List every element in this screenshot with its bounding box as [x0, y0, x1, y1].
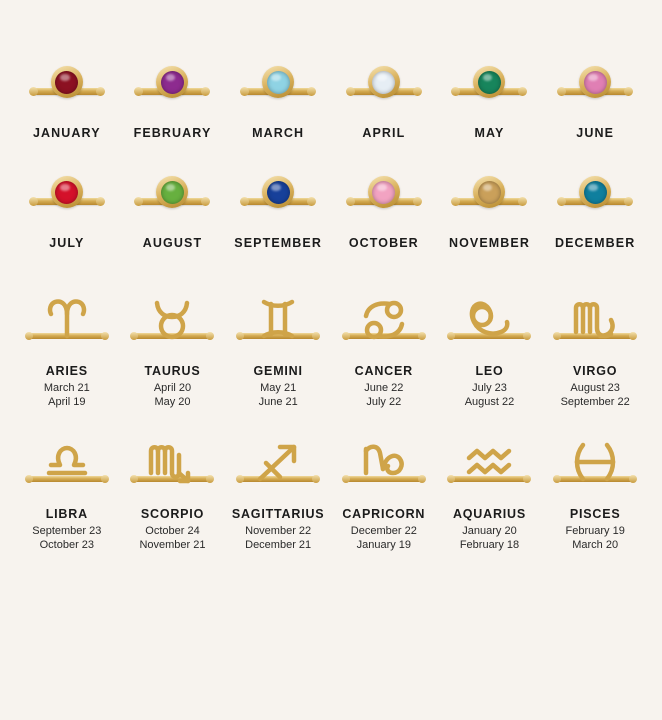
birthstone-item[interactable]	[437, 168, 543, 250]
ring-graphic	[341, 168, 427, 224]
zodiac-dates	[32, 524, 101, 552]
zodiac-name: LIBRA	[45, 507, 88, 521]
zodiac-item[interactable]	[225, 292, 331, 409]
month-label: NOVEMBER	[448, 236, 530, 250]
ring-graphic	[230, 435, 326, 497]
birthstone-item[interactable]	[120, 168, 226, 250]
month-label: JANUARY	[32, 126, 101, 140]
ring-graphic	[336, 292, 432, 354]
ring-graphic	[129, 168, 215, 224]
birthstone-item[interactable]	[225, 168, 331, 250]
gemstone-icon	[478, 181, 501, 204]
zodiac-start-date: September 23	[32, 525, 102, 537]
zodiac-name: VIRGO	[573, 364, 618, 378]
birthstone-item[interactable]	[542, 58, 648, 140]
ring-graphic	[446, 168, 532, 224]
birthstone-item[interactable]	[120, 58, 226, 140]
zodiac-name: AQUARIUS	[452, 507, 527, 521]
ring-graphic	[19, 292, 115, 354]
gemstone-icon	[161, 71, 184, 94]
gemstone-icon	[372, 71, 395, 94]
ring-bezel	[473, 176, 505, 208]
zodiac-dates	[351, 524, 417, 552]
ring-bezel	[579, 176, 611, 208]
ring-graphic	[124, 292, 220, 354]
zodiac-dates	[154, 381, 191, 409]
ring-graphic	[446, 58, 532, 114]
gemstone-icon	[55, 71, 78, 94]
birthstone-item[interactable]	[331, 58, 437, 140]
zodiac-item[interactable]	[437, 292, 543, 409]
ring-bezel	[156, 66, 188, 98]
zodiac-start-date: December 22	[350, 525, 417, 537]
zodiac-end-date: March 20	[572, 539, 619, 551]
cancer-symbol-icon	[356, 296, 412, 342]
ring-graphic	[441, 292, 537, 354]
zodiac-dates	[561, 381, 630, 409]
ring-bezel	[51, 66, 83, 98]
zodiac-start-date: April 20	[153, 382, 192, 394]
zodiac-item[interactable]	[120, 435, 226, 552]
gemstone-icon	[267, 181, 290, 204]
sagittarius-symbol-icon	[250, 439, 306, 485]
zodiac-item[interactable]	[14, 435, 120, 552]
capricorn-symbol-icon	[356, 439, 412, 485]
pisces-symbol-icon	[567, 439, 623, 485]
zodiac-dates	[566, 524, 625, 552]
month-label: OCTOBER	[348, 236, 419, 250]
zodiac-name: PISCES	[569, 507, 621, 521]
zodiac-end-date: August 22	[464, 396, 515, 408]
zodiac-row-first-half	[0, 292, 662, 409]
ring-graphic	[235, 168, 321, 224]
zodiac-start-date: July 23	[472, 382, 507, 394]
zodiac-start-date: August 23	[570, 382, 620, 394]
zodiac-dates	[259, 381, 298, 409]
zodiac-start-date: October 24	[145, 525, 200, 537]
ring-graphic	[441, 435, 537, 497]
zodiac-dates	[245, 524, 311, 552]
birthstone-row-first-half	[0, 58, 662, 140]
zodiac-name: SCORPIO	[140, 507, 205, 521]
zodiac-dates	[139, 524, 205, 552]
zodiac-row-second-half	[0, 435, 662, 552]
ring-bezel	[579, 66, 611, 98]
zodiac-item[interactable]	[542, 292, 648, 409]
birthstone-item[interactable]	[14, 168, 120, 250]
birthstone-zodiac-chart	[0, 58, 662, 720]
gemstone-icon	[267, 71, 290, 94]
gemstone-icon	[478, 71, 501, 94]
zodiac-start-date: January 20	[462, 525, 517, 537]
zodiac-dates	[465, 381, 515, 409]
ring-bezel	[156, 176, 188, 208]
zodiac-item[interactable]	[120, 292, 226, 409]
month-label: MAY	[474, 126, 505, 140]
zodiac-end-date: June 21	[258, 396, 298, 408]
zodiac-end-date: November 21	[139, 539, 206, 551]
ring-graphic	[336, 435, 432, 497]
month-label: APRIL	[362, 126, 406, 140]
ring-graphic	[547, 292, 643, 354]
taurus-symbol-icon	[144, 296, 200, 342]
zodiac-end-date: July 22	[366, 396, 402, 408]
gemstone-icon	[584, 71, 607, 94]
ring-bezel	[262, 176, 294, 208]
birthstone-item[interactable]	[14, 58, 120, 140]
birthstone-item[interactable]	[437, 58, 543, 140]
zodiac-item[interactable]	[331, 435, 437, 552]
zodiac-name: SAGITTARIUS	[231, 507, 325, 521]
birthstone-item[interactable]	[331, 168, 437, 250]
zodiac-end-date: May 20	[154, 396, 191, 408]
birthstone-item[interactable]	[225, 58, 331, 140]
zodiac-dates	[460, 524, 519, 552]
aries-symbol-icon	[39, 296, 95, 342]
gemini-symbol-icon	[250, 296, 306, 342]
ring-graphic	[24, 58, 110, 114]
scorpio-symbol-icon	[144, 439, 200, 485]
aquarius-symbol-icon	[461, 439, 517, 485]
leo-symbol-icon	[461, 296, 517, 342]
zodiac-end-date: December 21	[245, 539, 312, 551]
zodiac-item[interactable]	[437, 435, 543, 552]
ring-graphic	[341, 58, 427, 114]
gemstone-icon	[161, 181, 184, 204]
zodiac-item[interactable]	[331, 292, 437, 409]
ring-graphic	[124, 435, 220, 497]
ring-bezel	[368, 176, 400, 208]
gemstone-icon	[584, 181, 607, 204]
zodiac-end-date: September 22	[560, 396, 630, 408]
month-label: FEBRUARY	[133, 126, 212, 140]
ring-graphic	[230, 292, 326, 354]
zodiac-name: TAURUS	[144, 364, 201, 378]
zodiac-name: GEMINI	[253, 364, 303, 378]
zodiac-start-date: June 22	[364, 382, 404, 394]
month-label: SEPTEMBER	[234, 236, 322, 250]
month-label: JULY	[49, 236, 85, 250]
zodiac-end-date: October 23	[39, 539, 95, 551]
month-label: JUNE	[576, 126, 615, 140]
ring-graphic	[552, 168, 638, 224]
ring-graphic	[552, 58, 638, 114]
ring-graphic	[24, 168, 110, 224]
month-label: MARCH	[252, 126, 305, 140]
month-label: DECEMBER	[554, 236, 636, 250]
zodiac-start-date: February 19	[565, 525, 625, 537]
zodiac-item[interactable]	[14, 292, 120, 409]
ring-graphic	[547, 435, 643, 497]
ring-graphic	[235, 58, 321, 114]
zodiac-dates	[44, 381, 90, 409]
zodiac-name: ARIES	[45, 364, 88, 378]
zodiac-name: CAPRICORN	[342, 507, 426, 521]
ring-bezel	[51, 176, 83, 208]
ring-graphic	[19, 435, 115, 497]
zodiac-dates	[364, 381, 403, 409]
zodiac-end-date: April 19	[48, 396, 86, 408]
zodiac-item[interactable]	[225, 435, 331, 552]
zodiac-end-date: February 18	[459, 539, 520, 551]
birthstone-item[interactable]	[542, 168, 648, 250]
ring-bezel	[473, 66, 505, 98]
zodiac-start-date: May 21	[260, 382, 297, 394]
zodiac-item[interactable]	[542, 435, 648, 552]
gemstone-icon	[55, 181, 78, 204]
gemstone-icon	[372, 181, 395, 204]
zodiac-start-date: November 22	[245, 525, 312, 537]
ring-bezel	[262, 66, 294, 98]
libra-symbol-icon	[39, 439, 95, 485]
zodiac-end-date: January 19	[356, 539, 412, 551]
zodiac-start-date: March 21	[43, 382, 90, 394]
zodiac-name: CANCER	[354, 364, 413, 378]
virgo-symbol-icon	[567, 296, 623, 342]
zodiac-name: LEO	[475, 364, 504, 378]
ring-graphic	[129, 58, 215, 114]
ring-bezel	[368, 66, 400, 98]
birthstone-row-second-half	[0, 168, 662, 250]
month-label: AUGUST	[142, 236, 203, 250]
